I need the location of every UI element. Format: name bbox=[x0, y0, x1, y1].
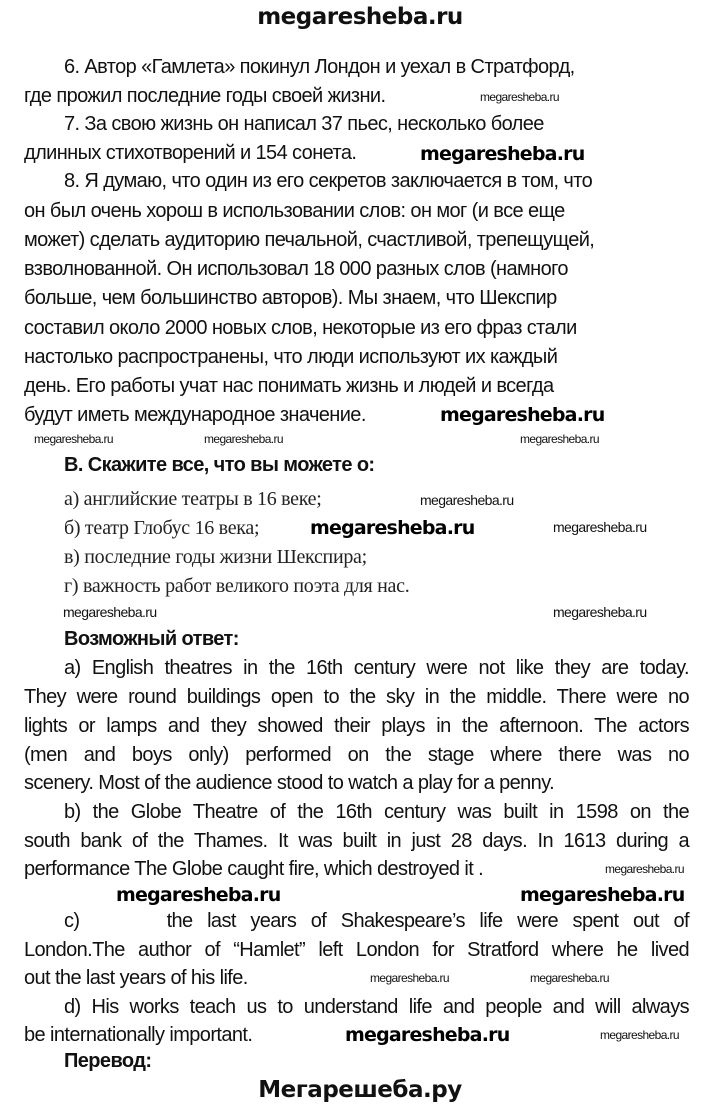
list-item: б) театр Глобус 16 века; bbox=[64, 517, 260, 539]
translation-heading: Перевод: bbox=[64, 1050, 152, 1072]
site-title: megaresheba.ru bbox=[257, 4, 463, 30]
answer-line: south bank of the Thames. It was built in just 28 days. In 1613 during a bbox=[24, 830, 689, 852]
watermark: megaresheba.ru bbox=[605, 862, 684, 876]
answer-heading: Возможный ответ: bbox=[64, 628, 239, 650]
watermark: megaresheba.ru bbox=[600, 1028, 679, 1042]
watermark: megaresheba.ru bbox=[553, 604, 647, 620]
watermark: megaresheba.ru bbox=[553, 519, 647, 535]
answer-line: London.The author of “Hamlet” left London for Stratford where he lived bbox=[24, 939, 689, 961]
text-line: взволнованной. Он использовал 18 000 разных слов (намного bbox=[24, 258, 568, 280]
text-line: больше, чем большинство авторов). Мы знаем, что Шекспир bbox=[24, 287, 557, 309]
watermark: megaresheba.ru bbox=[204, 432, 283, 446]
watermark: megaresheba.ru bbox=[440, 404, 605, 426]
list-item: в) последние годы жизни Шекспира; bbox=[64, 546, 367, 568]
answer-line: performance The Globe caught fire, which destroyed it . bbox=[24, 858, 484, 880]
text-line: 7. За свою жизнь он написал 37 пьес, несколько более bbox=[64, 113, 544, 135]
watermark: megaresheba.ru bbox=[34, 432, 113, 446]
watermark: megaresheba.ru bbox=[310, 517, 475, 539]
text-line: он был очень хорош в использовании слов: он мог (и все еще bbox=[24, 200, 565, 222]
text-line: будут иметь международное значение. bbox=[24, 404, 366, 426]
answer-line: d) His works teach us to understand life and people and will always bbox=[64, 996, 689, 1018]
text-line: длинных стихотворений и 154 сонета. bbox=[24, 142, 357, 164]
watermark: megaresheba.ru bbox=[480, 90, 559, 104]
section-b-heading: B. Скажите все, что вы можете о: bbox=[64, 454, 375, 476]
list-item: г) важность работ великого поэта для нас. bbox=[64, 575, 410, 597]
watermark: megaresheba.ru bbox=[530, 971, 609, 985]
text-line: где прожил последние годы своей жизни. bbox=[24, 85, 386, 107]
answer-line: b) the Globe Theatre of the 16th century was built in 1598 on the bbox=[64, 801, 689, 823]
answer-line: c) the last years of Shakespeare’s life were spent out of bbox=[64, 910, 689, 932]
watermark: megaresheba.ru bbox=[520, 884, 685, 906]
answer-line: scenery. Most of the audience stood to watch a play for a penny. bbox=[24, 772, 555, 794]
text-line: 8. Я думаю, что один из его секретов заключается в том, что bbox=[64, 170, 593, 192]
footer-site: Мегарешеба.ру bbox=[258, 1077, 462, 1103]
text-line: 6. Автор «Гамлета» покинул Лондон и уехал в Стратфорд, bbox=[64, 56, 575, 78]
watermark: megaresheba.ru bbox=[63, 604, 157, 620]
watermark: megaresheba.ru bbox=[370, 971, 449, 985]
answer-line: lights or lamps and they showed their plays in the afternoon. The actors bbox=[24, 715, 689, 737]
answer-line: be internationally important. bbox=[24, 1024, 253, 1046]
answer-line: (men and boys only) performed on the stage where there was no bbox=[24, 744, 689, 766]
text-line: составил около 2000 новых слов, некоторые из его фраз стали bbox=[24, 317, 577, 339]
answer-line: a) English theatres in the 16th century were not like they are today. bbox=[64, 657, 689, 679]
watermark: megaresheba.ru bbox=[420, 143, 585, 165]
text-line: день. Его работы учат нас понимать жизнь и людей и всегда bbox=[24, 375, 554, 397]
watermark: megaresheba.ru bbox=[520, 432, 599, 446]
watermark: megaresheba.ru bbox=[116, 884, 281, 906]
watermark: megaresheba.ru bbox=[345, 1024, 510, 1046]
answer-line: They were round buildings open to the sky in the middle. There were no bbox=[24, 686, 689, 708]
text-line: настолько распространены, что люди используют их каждый bbox=[24, 346, 558, 368]
answer-line: out the last years of his life. bbox=[24, 967, 248, 989]
list-item: а) английские театры в 16 веке; bbox=[64, 488, 322, 510]
watermark: megaresheba.ru bbox=[420, 492, 514, 508]
text-line: может) сделать аудиторию печальной, счастливой, трепещущей, bbox=[24, 229, 595, 251]
